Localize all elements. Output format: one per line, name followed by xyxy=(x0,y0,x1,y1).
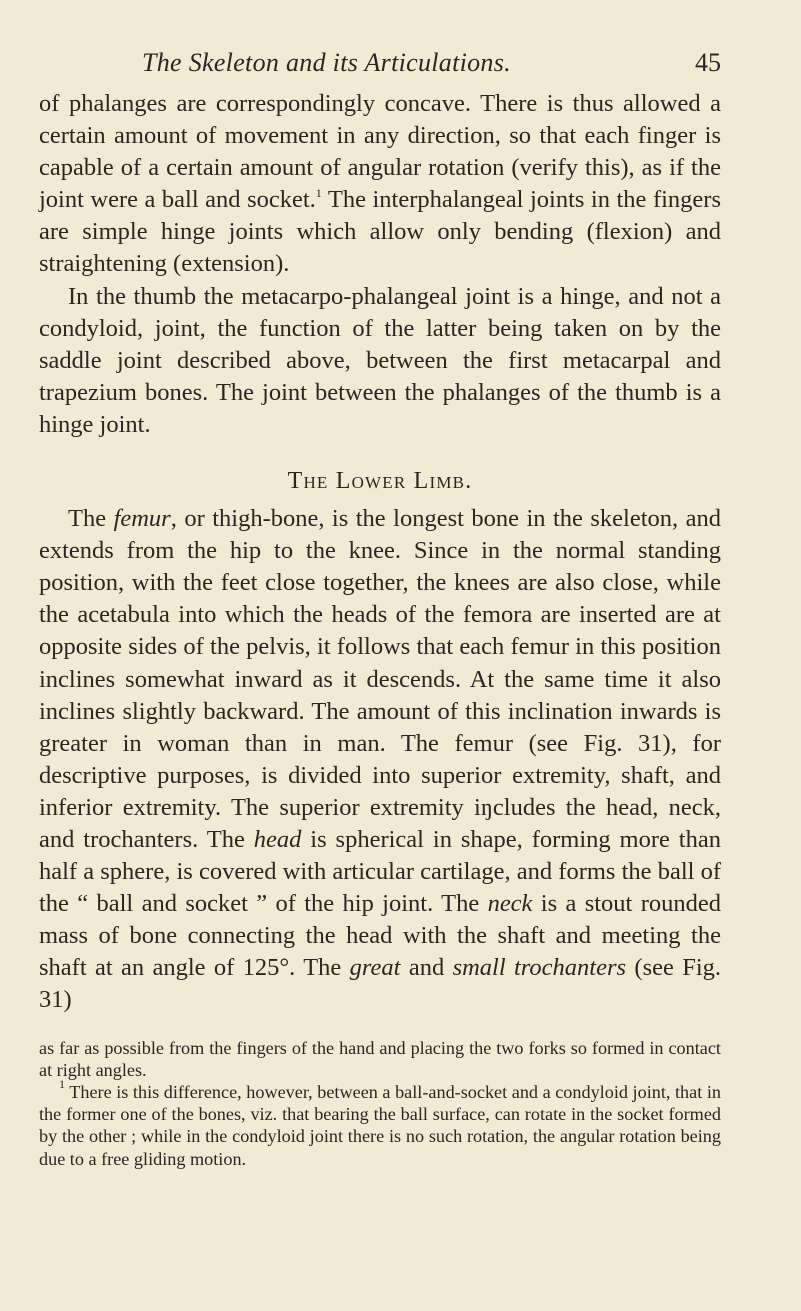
footnote-1-text: There is this difference, however, between a ball-and-socket and a condyloid joint, that in the former one of the bones, viz. that bearing the ball surface, can rotate in the socket formed by the other ; while in the condyloid joint there is no such rotation, the angular rotation being due to a free gliding motion. xyxy=(39,1081,721,1169)
term-small-trochanters: small trochanters xyxy=(452,954,627,982)
footnote-continuation: as far as possible from the fingers of the hand and placing the two forks so formed in contact at right angles. xyxy=(39,1037,721,1080)
paragraph-3-text: is spherical in shape, forming more than half a sphere, is covered with articular cartilage, and forms the ball of the “ ball and socket ” of the hip joint. The xyxy=(39,825,721,918)
paragraph-1-text-after: The interphalangeal joints in the fingers are simple hinge joints which allow only bending (flexion) and straightening (extension). xyxy=(39,186,721,278)
paragraph-1 xyxy=(39,88,721,281)
term-neck: neck xyxy=(487,890,533,918)
footnote-reference-1: 1 xyxy=(315,186,322,201)
paragraph-1-text: of phalanges are correspondingly concave. There is thus allowed a certain amount of movement in any direction, so that each finger is capable of a certain amount of angular rotation (verify this), as if the joint were a ball and socket. xyxy=(39,90,721,214)
footnotes xyxy=(39,1037,721,1170)
paragraph-3-text: (see Fig. 31) xyxy=(39,954,722,1014)
section-heading: The Lower Limb. xyxy=(287,468,473,495)
footnote-1-mark: 1 xyxy=(59,1076,65,1091)
running-title: The Skeleton and its Articulations. xyxy=(142,48,511,77)
body-text xyxy=(39,88,721,1017)
paragraph-2: In the thumb the metacarpo-phalangeal joint is a hinge, and not a condyloid, joint, the function of the latter being taken on by the saddle joint described above, between the first metacarpal and trapezium bones. The joint between the phalanges of the thumb is a hinge joint. xyxy=(39,282,721,438)
paragraph-3 xyxy=(39,503,721,1017)
term-head: head xyxy=(253,825,302,853)
paragraph-3-text: is a stout rounded mass of bone connecting the head with the shaft and meeting the shaft at an angle of 125°. The xyxy=(39,890,721,982)
footnote-1 xyxy=(39,1076,721,1170)
paragraph-3-text: , or thigh-bone, is the longest bone in the skeleton, and extends from the hip to the knee. Since in the normal standing position, with the feet close together, the knees are also close, while the acetabula into which the heads of the femora are inserted are at opposite sides of the pelvis, it follows that each femur in this position inclines somewhat inward as it descends. At the same time it also inclines slightly backward. The amount of this inclination inwards is greater in woman than in man. The femur (see Fig. 31), for descriptive purposes, is divided into superior extremity, shaft, and inferior extremity. The superior extremity iŋcludes the head, neck, and trochanters. The xyxy=(39,505,722,853)
paragraph-3-text: The xyxy=(68,505,114,533)
page-number: 45 xyxy=(695,48,721,77)
term-femur: femur xyxy=(113,505,171,533)
paragraph-3-text: and xyxy=(400,954,453,982)
page-header xyxy=(142,48,721,78)
term-great: great xyxy=(349,954,401,982)
